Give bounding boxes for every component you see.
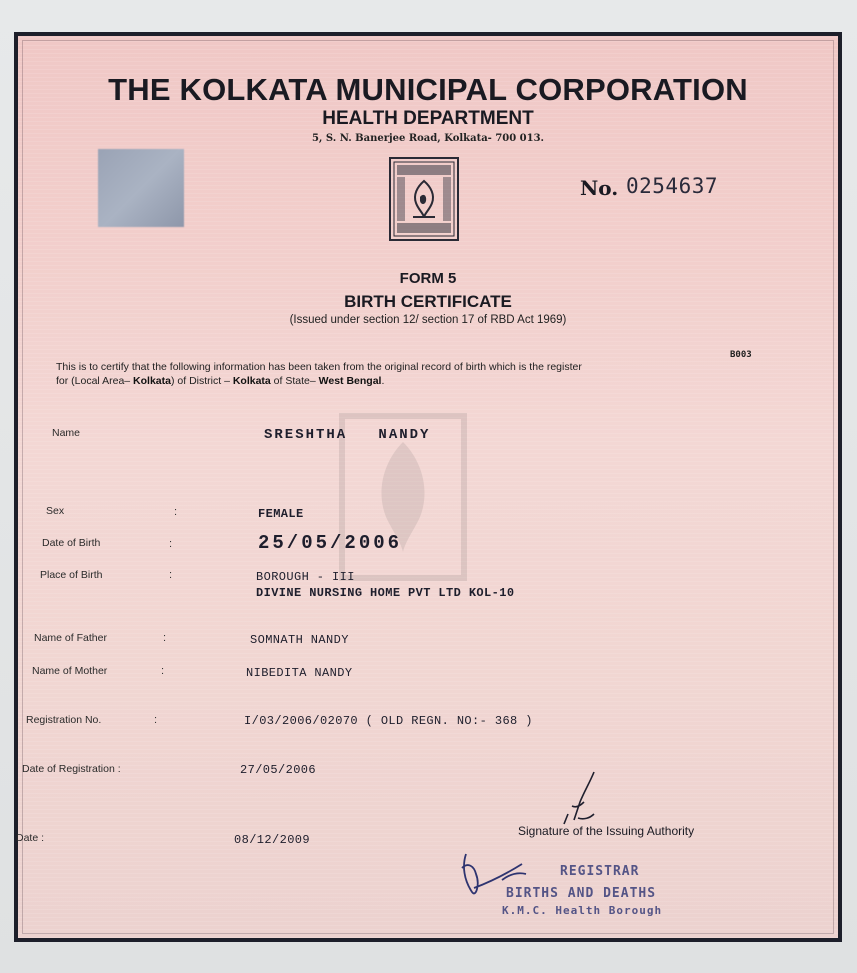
state: West Bengal [318,375,382,387]
name-label: Name [52,427,81,439]
birth-certificate [14,32,842,942]
stamp-line-3: K.M.C. Health Borough [502,904,663,917]
local-area: Kolkata [133,375,171,387]
stamp-line-1: REGISTRAR [560,864,640,879]
form-number: FORM 5 [399,270,457,287]
name-value: SRESHTHA NANDY [264,427,431,443]
registration-no-value: I/03/2006/02070 ( OLD REGN. NO:- 368 ) [244,714,533,728]
issued-under-note: (Issued under section 12/ section 17 of RBD Act 1969) [289,314,567,326]
place-of-birth-line-2: DIVINE NURSING HOME PVT LTD KOL-10 [256,586,515,600]
mother-colon: : [161,665,165,677]
sex-colon: : [174,506,178,518]
form-code: B003 [730,350,752,360]
dob-colon: : [169,538,173,550]
department-title: HEALTH DEPARTMENT [322,108,534,129]
sex-value: FEMALE [258,507,304,521]
serial-number-label: No. [580,176,619,200]
registration-no-colon: : [154,714,158,726]
registration-date-value: 27/05/2006 [240,763,317,777]
certificate-title: BIRTH CERTIFICATE [344,292,512,311]
kmc-emblem-icon [389,157,459,241]
stamp-line-2: BIRTHS AND DEATHS [506,886,657,901]
dob-value: 25/05/2006 [258,532,403,554]
certification-statement [56,360,776,388]
signature-label: Signature of the Issuing Authority [518,824,695,838]
district: Kolkata [232,375,271,387]
corporation-title: THE KOLKATA MUNICIPAL CORPORATION [108,72,748,107]
place-of-birth-label: Place of Birth [40,569,103,581]
father-colon: : [163,632,167,644]
serial-number: 0254637 [626,174,719,198]
issue-date-label: Date : [16,832,45,844]
mother-label: Name of Mother [32,665,108,677]
registration-no-label: Registration No. [26,714,102,726]
statement-line-2: for (Local Area– Kolkata) of District – Kolkata of State– West Bengal. [56,375,385,387]
authority-signature-icon [554,768,614,830]
sex-label: Sex [46,505,65,517]
place-of-birth-line-1: BOROUGH - III [256,570,355,584]
registration-date-label: Date of Registration : [22,763,121,775]
father-label: Name of Father [34,632,107,644]
mother-value: NIBEDITA NANDY [246,666,353,680]
place-of-birth-colon: : [169,569,173,581]
dob-label: Date of Birth [42,537,101,549]
office-address: 5, S. N. Banerjee Road, Kolkata- 700 013. [311,133,545,144]
issue-date-value: 08/12/2009 [234,833,311,847]
statement-line-1: This is to certify that the following information has been taken from the original record of birth which is the register [56,361,582,373]
hologram-sticker [98,149,184,227]
father-value: SOMNATH NANDY [250,633,349,647]
